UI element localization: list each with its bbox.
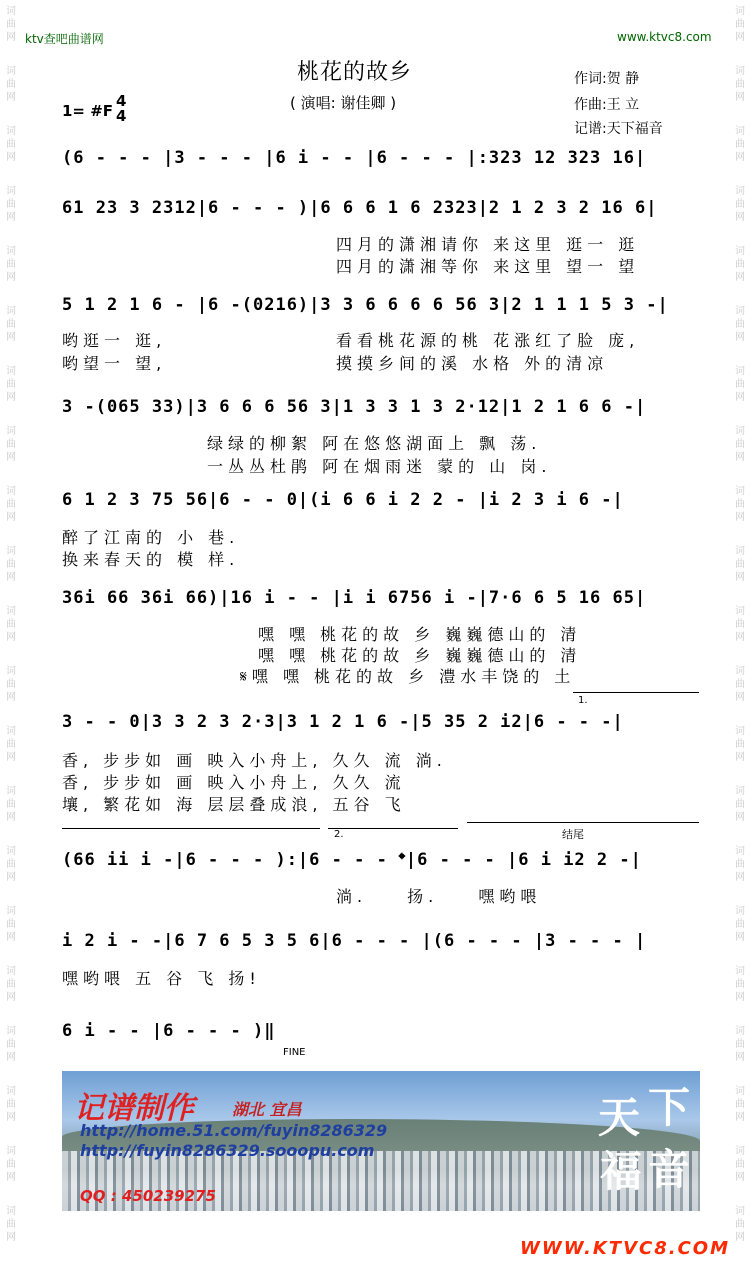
watermark-text: 词 曲 网 xyxy=(6,1086,16,1123)
banner-qq: QQ : 450239275 xyxy=(80,1187,216,1205)
singer-credit: ( 演唱: 谢佳卿 ) xyxy=(290,94,397,112)
banner-calligraphy-1: 天 xyxy=(598,1093,641,1142)
watermark-text: 词 曲 网 xyxy=(6,246,16,283)
watermark-text: 词 曲 网 xyxy=(6,1146,16,1183)
watermark-text: 词 曲 网 xyxy=(6,126,16,163)
watermark-text: 词 曲 网 xyxy=(735,786,745,823)
watermark-text: 词 曲 网 xyxy=(735,426,745,463)
fine-marking: FINE xyxy=(283,1047,306,1058)
banner-calligraphy-4: 音 xyxy=(648,1145,691,1194)
watermark-text: 词 曲 网 xyxy=(735,366,745,403)
volta-bracket-1-top xyxy=(573,692,699,693)
lyric-line-3b: 哟望一 望, xyxy=(62,354,167,373)
score-line-4: 3 -(065 33)|3 6 6 6 56 3|1 3 3 1 3 2·12|1 2 1 6 6 -| xyxy=(62,397,647,417)
volta-label-1: 1. xyxy=(578,695,588,706)
key-signature: 1= #F xyxy=(62,102,114,120)
watermark-text: 词 曲 网 xyxy=(6,186,16,223)
watermark-text: 词 曲 网 xyxy=(735,846,745,883)
watermark-text: 词 曲 网 xyxy=(6,966,16,1003)
score-line-1: (6 - - - |3 - - - |6 i - - |6 - - - |:323 12 323 16| xyxy=(62,148,647,168)
banner-title: 记谱制作 xyxy=(74,1091,194,1126)
lyric-line-3a: 哟逛一 逛, xyxy=(62,331,167,350)
watermark-text: 词 曲 网 xyxy=(6,1206,16,1243)
lyric-line-6b: 嘿 嘿 桃花的故 乡 巍巍德山的 清 xyxy=(258,646,582,665)
watermark-text: 词 曲 网 xyxy=(6,606,16,643)
watermark-text: 词 曲 网 xyxy=(6,546,16,583)
time-signature: 4 4 xyxy=(116,92,127,125)
lyric-line-7b: 香, 步步如 画 映入小舟上, 久久 流 xyxy=(62,773,406,792)
site-url-right[interactable]: www.ktvc8.com xyxy=(617,30,712,44)
watermark-text: 词 曲 网 xyxy=(735,1146,745,1183)
lyric-line-4a: 绿绿的柳絮 阿在悠悠湖面上 飘 荡. xyxy=(207,434,542,453)
volta-label-2: 2. xyxy=(334,829,344,840)
watermark-text: 词 曲 网 xyxy=(735,306,745,343)
watermark-text: 词 曲 网 xyxy=(735,1206,745,1243)
coda-bracket xyxy=(467,822,699,823)
score-line-3: 5 1 2 1 6 - |6 -(0216)|3 3 6 6 6 6 56 3|2 1 1 1 5 3 -| xyxy=(62,295,669,315)
score-line-8: (66 ii i -|6 - - - ):|6 - - - 𝄌|6 - - - |6 i i2 2 -| xyxy=(62,850,642,870)
lyricist-credit: 作词:贺 静 xyxy=(574,71,640,87)
lyric-line-8: 淌. 扬. 嘿哟喂 xyxy=(336,887,542,906)
watermark-text: 词 曲 网 xyxy=(735,966,745,1003)
volta-bracket-2 xyxy=(328,828,458,829)
lyric-line-5b: 换来春天的 模 样. xyxy=(62,550,240,569)
banner-calligraphy-2: 下 xyxy=(648,1083,691,1132)
watermark-text: 词 曲 网 xyxy=(735,906,745,943)
watermark-text: 词 曲 网 xyxy=(735,486,745,523)
watermark-text: 词 曲 网 xyxy=(6,66,16,103)
banner-place: 湖北 宜昌 xyxy=(232,1100,302,1119)
watermark-text: 词 曲 网 xyxy=(735,126,745,163)
watermark-text: 词 曲 网 xyxy=(735,666,745,703)
composer-credit: 作曲:王 立 xyxy=(574,97,640,113)
lyric-line-2b: 四月的潇湘等你 来这里 望一 望 xyxy=(336,257,640,276)
lyric-line-3d: 摸摸乡间的溪 水格 外的清凉 xyxy=(336,354,609,373)
transcriber-credit: 记谱:天下福音 xyxy=(574,121,663,137)
watermark-text: 词 曲 网 xyxy=(6,846,16,883)
lyric-line-3c: 看看桃花源的桃 花涨红了脸 庞, xyxy=(336,331,640,350)
watermark-text: 词 曲 网 xyxy=(6,1026,16,1063)
watermark-text: 词 曲 网 xyxy=(735,6,745,43)
banner-url-2[interactable]: http://fuyin8286329.sooopu.com xyxy=(80,1141,375,1160)
footer-url[interactable]: WWW.KTVC8.COM xyxy=(520,1238,730,1259)
lyric-line-9: 嘿哟喂 五 谷 飞 扬! xyxy=(62,969,261,988)
score-line-9: i 2 i - -|6 7 6 5 3 5 6|6 - - - |(6 - - - |3 - - - | xyxy=(62,931,647,951)
banner-calligraphy-3: 福 xyxy=(600,1147,643,1196)
watermark-text: 词 曲 网 xyxy=(735,66,745,103)
watermark-text: 词 曲 网 xyxy=(735,546,745,583)
site-name-left[interactable]: ktv查吧曲谱网 xyxy=(25,32,104,46)
lyric-line-6a: 嘿 嘿 桃花的故 乡 巍巍德山的 清 xyxy=(258,625,582,644)
score-line-2: 61 23 3 2312|6 - - - )|6 6 6 1 6 2323|2 1 2 3 2 16 6| xyxy=(62,198,658,218)
promo-banner xyxy=(62,1071,700,1211)
watermark-text: 词 曲 网 xyxy=(6,906,16,943)
lyric-line-6c: 𝄋嘿 嘿 桃花的故 乡 澧水丰饶的 土 xyxy=(240,667,576,686)
song-title: 桃花的故乡 xyxy=(297,60,413,85)
score-line-7: 3 - - 0|3 3 2 3 2·3|3 1 2 1 6 -|5 35 2 i2|6 - - -| xyxy=(62,712,624,732)
watermark-text: 词 曲 网 xyxy=(735,246,745,283)
watermark-text: 词 曲 网 xyxy=(6,426,16,463)
score-line-10: 6 i - - |6 - - - )‖ xyxy=(62,1021,276,1041)
watermark-text: 词 曲 网 xyxy=(735,186,745,223)
banner-url-1[interactable]: http://home.51.com/fuyin8286329 xyxy=(80,1121,388,1140)
lyric-line-4b: 一丛丛杜鹃 阿在烟雨迷 蒙的 山 岗. xyxy=(207,457,552,476)
watermark-text: 词 曲 网 xyxy=(6,366,16,403)
score-line-6: 36i 66 36i 66)|16 i - - |i i 6756 i -|7·6 6 5 16 65| xyxy=(62,588,647,608)
coda-label: 结尾 xyxy=(562,828,584,841)
watermark-text: 词 曲 网 xyxy=(6,486,16,523)
watermark-text: 词 曲 网 xyxy=(735,726,745,763)
watermark-text: 词 曲 网 xyxy=(6,726,16,763)
lyric-line-7c: 壤, 繁花如 海 层层叠成浪, 五谷 飞 xyxy=(62,795,406,814)
volta-bracket-1 xyxy=(62,828,320,829)
lyric-line-2a: 四月的潇湘请你 来这里 逛一 逛 xyxy=(336,235,640,254)
watermark-text: 词 曲 网 xyxy=(6,666,16,703)
watermark-text: 词 曲 网 xyxy=(735,1026,745,1063)
score-line-5: 6 1 2 3 75 56|6 - - 0|(i 6 6 i 2 2 - |i 2 3 i 6 -| xyxy=(62,490,624,510)
watermark-text: 词 曲 网 xyxy=(6,6,16,43)
watermark-text: 词 曲 网 xyxy=(735,1086,745,1123)
watermark-text: 词 曲 网 xyxy=(6,306,16,343)
lyric-line-5a: 醉了江南的 小 巷. xyxy=(62,528,240,547)
watermark-text: 词 曲 网 xyxy=(735,606,745,643)
lyric-line-7a: 香, 步步如 画 映入小舟上, 久久 流 淌. xyxy=(62,751,447,770)
watermark-text: 词 曲 网 xyxy=(6,786,16,823)
